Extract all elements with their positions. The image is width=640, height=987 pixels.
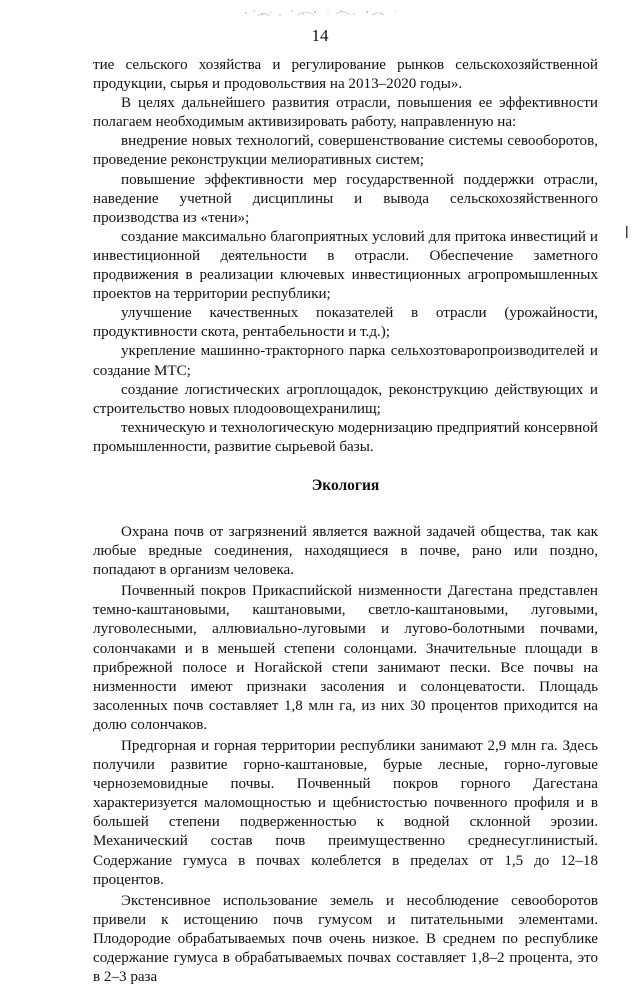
paragraph-intro: В целях дальнейшего развития отрасли, повышения ее эффективности полагаем необходимым активизировать работу, направленную на:	[93, 95, 598, 131]
paragraph-soil-protection: Охрана почв от загрязнений является важной задачей общества, так как любые вредные соединения, находящиеся в почве, рано или поздно, попадают в организм человека.	[93, 523, 598, 579]
paragraph-soil-depletion: Экстенсивное использование земель и несоблюдение севооборотов привели к истощению почв гумусом и питательными элементами. Плодородие обрабатываемых почв очень низкое. В среднем по республике содержание гумуса в обрабатываемых почвах составляет 1,8–2 процента, это в 2–3 раза	[93, 892, 598, 986]
list-item-machinery-park: укрепление машинно-тракторного парка сельхозтоваропроизводителей и создание МТС;	[93, 343, 598, 379]
list-item-investments: создание максимально благоприятных условий для притока инвестиций и инвестиционной деятельности в отрасли. Обеспечение заметного продвижения в реализации ключевых инвестиционных агропромышленных проектов на территории республики;	[93, 228, 598, 303]
margin-mark	[626, 226, 628, 238]
paragraph-continuation: тие сельского хозяйства и регулирование рынков сельскохозяйственной продукции, сырья и продовольствия на 2013–2020 годы».	[93, 57, 598, 93]
list-item-technologies: внедрение новых технологий, совершенствование системы севооборотов, проведение реконструкции мелиоративных систем;	[93, 133, 598, 169]
document-body	[93, 56, 598, 987]
list-item-quality-indicators: улучшение качественных показателей в отрасли (урожайности, продуктивности скота, рентабельности и т.д.);	[93, 305, 598, 341]
paragraph-mountain-soils: Предгорная и горная территории республики занимают 2,9 млн га. Здесь получили развитие горно-каштановые, бурые лесные, горно-луговые черноземовидные почвы. Почвенный покров горного Дагестана характеризуется маломощностью и щебнистостью почвенного профиля и в большей степени подверженностью к водной склонной эрозии. Механический состав почв преимущественно среднесуглинистый. Содержание гумуса в почвах колеблется в пределах от 1,5 до 12–18 процентов.	[93, 738, 598, 888]
list-item-state-support: повышение эффективности мер государственной поддержки отрасли, наведение учетной дисциплины и вывода сельскохозяйственного производства из «тени»;	[93, 171, 598, 226]
list-item-canning-modernization: техническую и технологическую модернизацию предприятий консервной промышленности, развитие сырьевой базы.	[93, 419, 598, 455]
page-number: 14	[311, 26, 329, 45]
paragraph-lowland-soils: Почвенный покров Прикаспийской низменности Дагестана представлен темно-каштановыми, каштановыми, светло-каштановыми, луговыми, луговолесными, аллювиально-луговыми и лугово-болотными почвами, солончаками и в меньшей степени солонцами. Значительные площади в прибрежной полосе и Ногайской степи занимают пески. Все почвы на низменности имеют признаки засоления и солонцеватости. Площадь засоленных почв составляет 1,8 млн га, из них 30 процентов приходится на долю солончаков.	[93, 583, 598, 733]
list-item-logistics: создание логистических агроплощадок, реконструкцию действующих и строительство новых плодоовощехранилищ;	[93, 381, 598, 417]
scan-noise-marks	[240, 4, 410, 20]
section-heading-ecology: Экология	[311, 476, 380, 494]
